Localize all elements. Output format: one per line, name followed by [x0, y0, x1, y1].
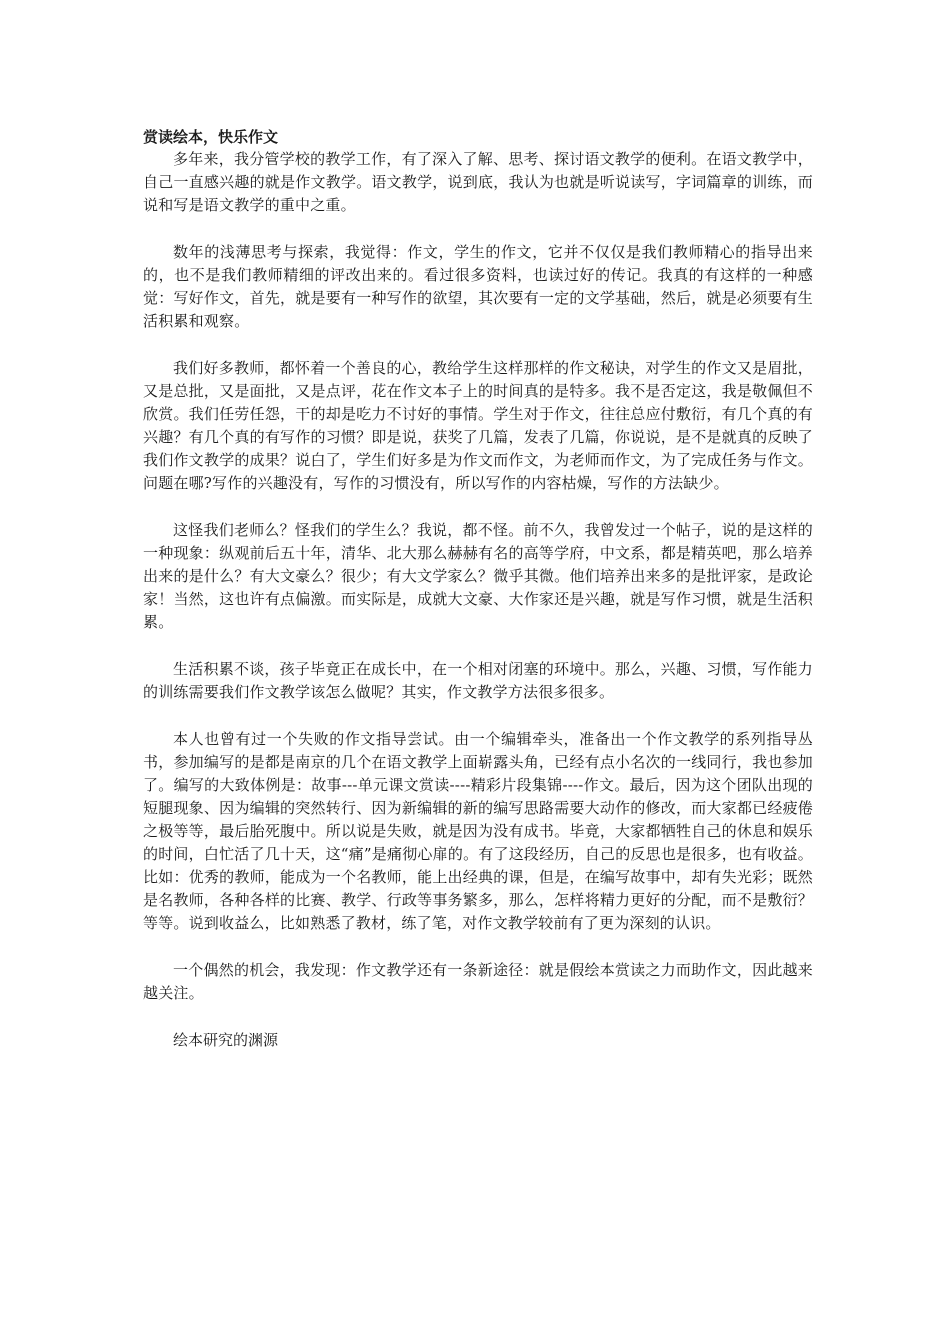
paragraph-5: 生活积累不谈，孩子毕竟正在成长中，在一个相对闭塞的环境中。那么，兴趣、习惯，写作能力的训练需要我们作文教学该怎么做呢？其实，作文教学方法很多很多。 — [143, 660, 813, 701]
paragraph-6: 本人也曾有过一个失败的作文指导尝试。由一个编辑牵头，准备出一个作文教学的系列指导丛书，参加编写的是都是南京的几个在语文教学上面崭露头角，已经有点小名次的一线同行，我也参加了。编写的大致体例是：故事---单元课文赏读----精彩片段集锦----作文。最后，因为这个团队出现的短腿现象、因为编辑的突然转行、因为新编辑的新的编写思路需要大动作的修改，而大家都已经疲倦之极等等，最后胎死腹中。所以说是失败，就是因为没有成书。毕竟，大家都牺牲自己的休息和娱乐的时间，白忙活了几十天，这“痛”是痛彻心扉的。有了这段经历，自己的反思也是很多，也有收益。比如：优秀的教师，能成为一个名教师，能上出经典的课，但是，在编写故事中，却有失光彩；既然是名教师，各种各样的比赛、教学、行政等事务繁多，那么，怎样将精力更好的分配，而不是敷衍？等等。说到收益么，比如熟悉了教材，练了笔，对作文教学较前有了更为深刻的认识。 — [143, 730, 813, 932]
document-page — [143, 126, 813, 1052]
paragraph-1: 多年来，我分管学校的教学工作，有了深入了解、思考、探讨语文教学的便利。在语文教学中，自己一直感兴趣的就是作文教学。语文教学，说到底，我认为也就是听说读写，字词篇章的训练，而说和写是语文教学的重中之重。 — [143, 150, 813, 214]
paragraph-4: 这怪我们老师么？怪我们的学生么？我说，都不怪。前不久，我曾发过一个帖子，说的是这样的一种现象：纵观前后五十年，清华、北大那么赫赫有名的高等学府，中文系，都是精英吧，那么培养出来的是什么？有大文豪么？很少；有大文学家么？微乎其微。他们培养出来多的是批评家，是政论家！当然，这也许有点偏激。而实际是，成就大文豪、大作家还是兴趣，就是写作习惯，就是生活积累。 — [143, 521, 813, 631]
paragraph-3: 我们好多教师，都怀着一个善良的心，教给学生这样那样的作文秘诀，对学生的作文又是眉批，又是总批，又是面批，又是点评，花在作文本子上的时间真的是特多。我不是否定这，我是敬佩但不欣赏。我们任劳任怨，干的却是吃力不讨好的事情。学生对于作文，往往总应付敷衍，有几个真的有兴趣？有几个真的有写作的习惯？即是说，获奖了几篇，发表了几篇，你说说，是不是就真的反映了我们作文教学的成果？说白了，学生们好多是为作文而作文，为老师而作文，为了完成任务与作文。问题在哪?写作的兴趣没有，写作的习惯没有，所以写作的内容枯燥，写作的方法缺少。 — [143, 359, 813, 492]
section-heading: 绘本研究的渊源 — [173, 1031, 279, 1049]
paragraph-7: 一个偶然的机会，我发现：作文教学还有一条新途径：就是假绘本赏读之力而助作文，因此越来越关注。 — [143, 961, 813, 1002]
paragraph-2: 数年的浅薄思考与探索，我觉得：作文，学生的作文，它并不仅仅是我们教师精心的指导出来的，也不是我们教师精细的评改出来的。看过很多资料，也读过好的传记。我真的有这样的一种感觉：写好作文，首先，就是要有一种写作的欲望，其次要有一定的文学基础，然后，就是必须要有生活积累和观察。 — [143, 243, 813, 330]
document-title: 赏读绘本，快乐作文 — [143, 128, 279, 146]
